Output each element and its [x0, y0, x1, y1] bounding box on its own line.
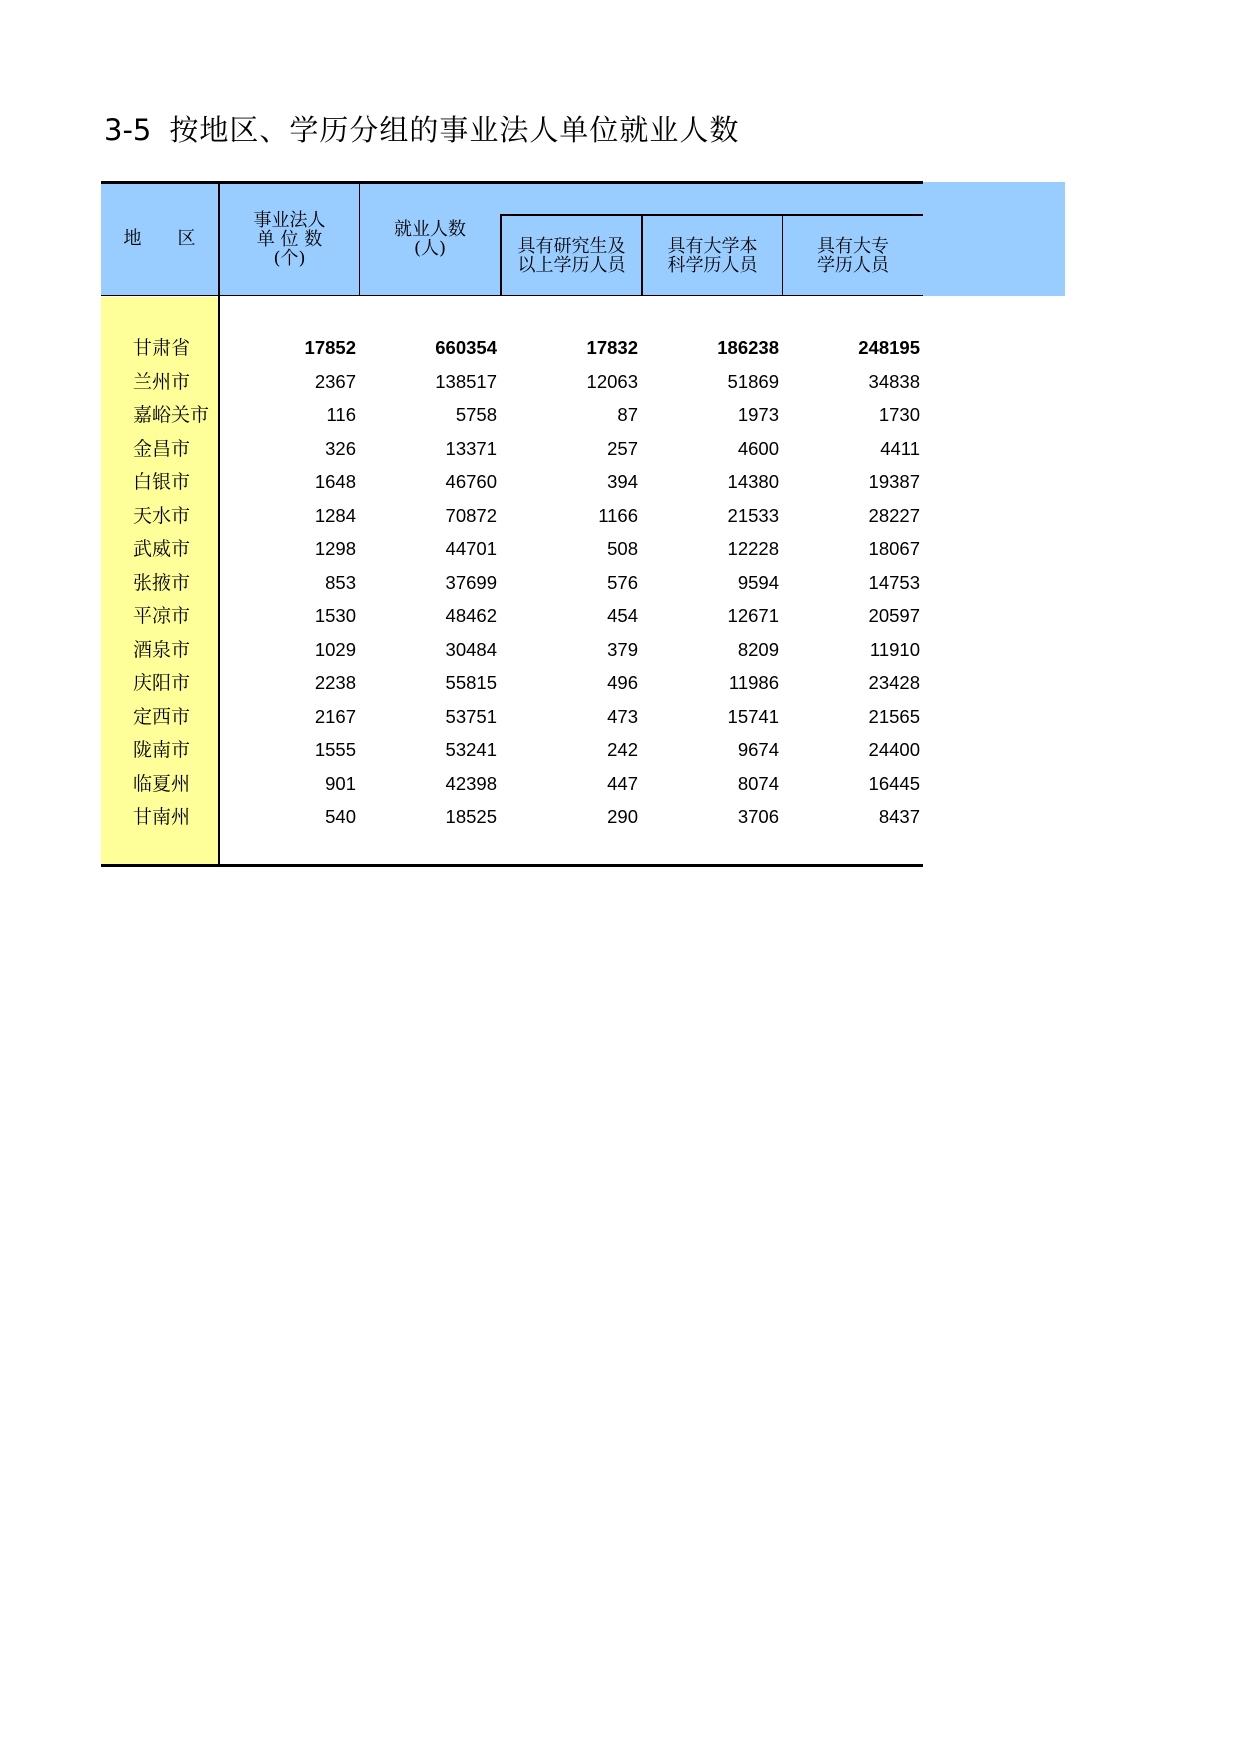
employed-value: 44701 — [445, 538, 497, 559]
bachelor-value: 3706 — [737, 806, 779, 827]
region-name: 白银市 — [133, 471, 191, 493]
college-value: 23428 — [868, 672, 920, 693]
table-title-text: 按地区、学历分组的事业法人单位就业人数 — [169, 113, 740, 147]
table-row — [101, 366, 923, 399]
college-value: 19387 — [868, 471, 920, 492]
header-employed-line2: (人) — [413, 238, 447, 259]
college-value: 21565 — [868, 706, 920, 727]
region-name: 临夏州 — [133, 773, 191, 795]
college-value: 20597 — [868, 605, 920, 626]
region-name: 陇南市 — [133, 739, 191, 761]
units-value: 2238 — [314, 672, 356, 693]
employed-value: 42398 — [445, 773, 497, 794]
header-postgrad-line2: 以上学历人员 — [517, 255, 626, 276]
postgrad-value: 12063 — [586, 371, 638, 392]
units-value: 1555 — [314, 739, 356, 760]
employed-value: 55815 — [445, 672, 497, 693]
region-name: 嘉峪关市 — [133, 404, 210, 426]
postgrad-value: 257 — [607, 438, 638, 459]
college-value: 4411 — [880, 438, 920, 459]
bachelor-value: 8074 — [737, 773, 779, 794]
header-postgrad-line1: 具有研究生及 — [517, 236, 626, 257]
bachelor-value: 15741 — [727, 706, 779, 727]
units-value: 1530 — [314, 605, 356, 626]
employed-value: 18525 — [445, 806, 497, 827]
employed-value: 5758 — [455, 404, 497, 425]
header-units-line2: 单 位 数 — [256, 229, 323, 250]
header-bottom-rule — [101, 295, 923, 296]
units-value: 901 — [325, 773, 356, 794]
top-rule — [101, 181, 923, 184]
region-name: 张掖市 — [133, 572, 191, 594]
employed-value: 138517 — [435, 371, 497, 392]
college-value: 24400 — [868, 739, 920, 760]
header-region-label: 地 区 — [123, 228, 196, 249]
table-row — [101, 734, 923, 767]
postgrad-value: 242 — [607, 739, 638, 760]
table-row — [101, 634, 923, 667]
employed-value: 13371 — [445, 438, 497, 459]
region-name: 酒泉市 — [133, 639, 191, 661]
region-name: 甘肃省 — [133, 337, 191, 359]
region-name: 兰州市 — [133, 371, 191, 393]
employed-value: 46760 — [445, 471, 497, 492]
postgrad-value: 1166 — [598, 505, 638, 526]
employed-value: 37699 — [445, 572, 497, 593]
postgrad-value: 454 — [607, 605, 638, 626]
postgrad-value: 508 — [607, 538, 638, 559]
bachelor-value: 4600 — [737, 438, 779, 459]
bachelor-value: 12671 — [727, 605, 779, 626]
college-value: 1730 — [878, 404, 920, 425]
table-number: 3-5 — [104, 113, 152, 147]
bachelor-value: 12228 — [727, 538, 779, 559]
table-row — [101, 567, 923, 600]
bachelor-value: 8209 — [737, 639, 779, 660]
employed-value: 30484 — [445, 639, 497, 660]
units-value: 1284 — [314, 505, 356, 526]
bachelor-value: 11986 — [728, 672, 779, 693]
bachelor-value: 21533 — [727, 505, 779, 526]
header-units-line3: (个) — [273, 248, 306, 269]
units-value: 116 — [326, 404, 356, 425]
postgrad-value: 394 — [607, 471, 638, 492]
employed-value: 53241 — [445, 739, 497, 760]
header-postgrad — [502, 237, 641, 275]
table-row — [101, 500, 923, 533]
employed-value: 660354 — [435, 337, 497, 358]
bottom-rule — [101, 864, 923, 867]
region-name: 甘南州 — [133, 806, 191, 828]
units-value: 540 — [325, 806, 356, 827]
table-row — [101, 768, 923, 801]
table-row-total — [101, 332, 923, 365]
table-row — [101, 433, 923, 466]
postgrad-value: 496 — [607, 672, 638, 693]
region-name: 天水市 — [133, 505, 191, 527]
college-value: 34838 — [868, 371, 920, 392]
header-units — [220, 211, 359, 268]
employed-value: 70872 — [445, 505, 497, 526]
table-row — [101, 533, 923, 566]
postgrad-value: 473 — [607, 706, 638, 727]
page-title — [104, 110, 739, 151]
header-bachelor-line2: 科学历人员 — [667, 255, 758, 276]
employed-value: 53751 — [445, 706, 497, 727]
units-value: 326 — [325, 438, 356, 459]
college-value: 16445 — [868, 773, 920, 794]
postgrad-value: 576 — [607, 572, 638, 593]
college-value: 14753 — [868, 572, 920, 593]
table-row — [101, 667, 923, 700]
region-name: 定西市 — [133, 706, 191, 728]
header-bachelor-line1: 具有大学本 — [667, 236, 758, 257]
region-name: 平凉市 — [133, 605, 191, 627]
header-region — [101, 229, 218, 248]
college-value: 8437 — [878, 806, 920, 827]
employed-value: 48462 — [445, 605, 497, 626]
region-name: 金昌市 — [133, 438, 191, 460]
postgrad-value: 379 — [607, 639, 638, 660]
bachelor-value: 186238 — [717, 337, 779, 358]
table-row — [101, 701, 923, 734]
header-college — [783, 237, 923, 275]
postgrad-value: 87 — [617, 404, 638, 425]
units-value: 17852 — [304, 337, 356, 358]
units-value: 853 — [325, 572, 356, 593]
college-value: 28227 — [868, 505, 920, 526]
region-name: 武威市 — [133, 538, 191, 560]
header-college-line1: 具有大专 — [817, 236, 889, 257]
subheader-rule — [501, 214, 923, 216]
college-value: 248195 — [858, 337, 920, 358]
table-row — [101, 466, 923, 499]
header-employed — [360, 220, 500, 258]
header-employed-line1: 就业人数 — [394, 219, 466, 240]
college-value: 11910 — [869, 639, 920, 660]
units-value: 1648 — [314, 471, 356, 492]
postgrad-value: 17832 — [586, 337, 638, 358]
bachelor-value: 9674 — [737, 739, 779, 760]
table-row — [101, 600, 923, 633]
table-row — [101, 399, 923, 432]
postgrad-value: 290 — [607, 806, 638, 827]
units-value: 1029 — [314, 639, 356, 660]
postgrad-value: 447 — [607, 773, 638, 794]
bachelor-value: 14380 — [727, 471, 779, 492]
header-units-line1: 事业法人 — [253, 210, 326, 231]
region-name: 庆阳市 — [133, 672, 191, 694]
college-value: 18067 — [868, 538, 920, 559]
header-college-line2: 学历人员 — [817, 255, 889, 276]
bachelor-value: 1973 — [737, 404, 779, 425]
units-value: 2167 — [314, 706, 356, 727]
bachelor-value: 9594 — [737, 572, 779, 593]
table-row — [101, 801, 923, 834]
units-value: 2367 — [314, 371, 356, 392]
bachelor-value: 51869 — [727, 371, 779, 392]
units-value: 1298 — [314, 538, 356, 559]
header-bachelor — [643, 237, 782, 275]
